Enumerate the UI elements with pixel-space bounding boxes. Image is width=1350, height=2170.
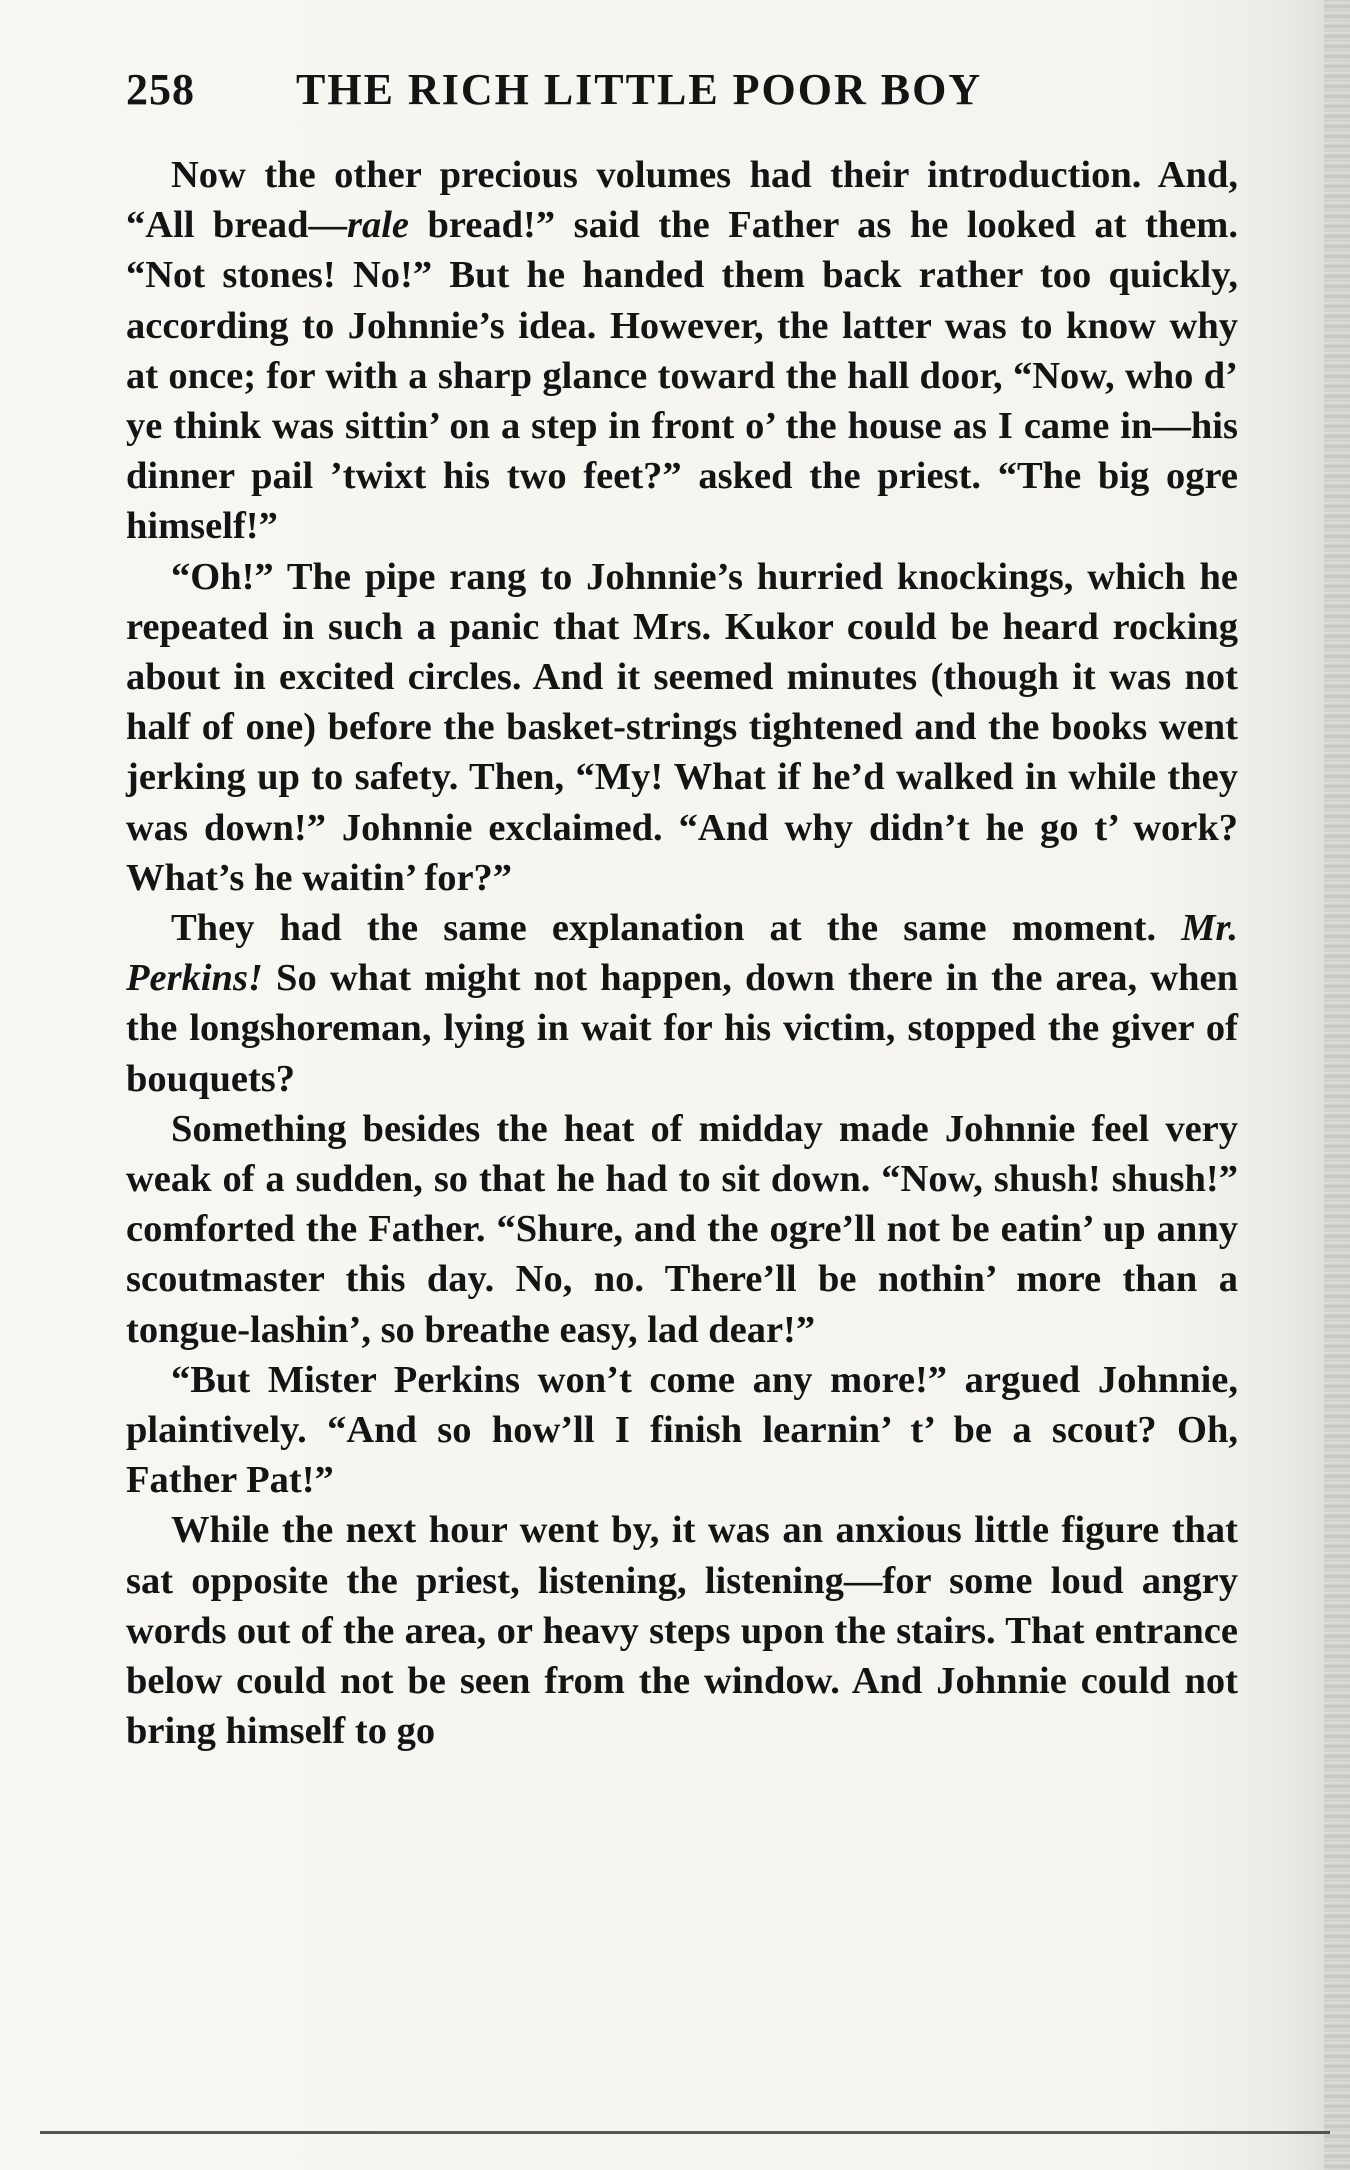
paragraph-text: bread!” said the Father as he looked at them. “Not stones! No!” But he handed them back rather too quickly, according to Johnnie’s idea. However, the latter was to know why at once; for with a sharp glance toward the hall door, “Now, who d’ ye think was sittin’ on a step in front o’ the house as I came in—his dinner pail ’twixt his two feet?” asked the priest. “The big ogre himself!” xyxy=(126,204,1238,548)
paragraph xyxy=(126,1104,1238,1355)
bottom-edge-line xyxy=(40,2131,1330,2134)
paragraph-text: “But Mister Perkins won’t come any more!” argued Johnnie, plaintively. “And so how’ll I finish learnin’ t’ be a scout? Oh, Father Pat!” xyxy=(126,1358,1238,1502)
italic-word: rale xyxy=(346,204,410,247)
paragraph xyxy=(126,552,1238,903)
paragraph-text: Something besides the heat of midday made Johnnie feel very weak of a sudden, so that he had to sit down. “Now, shush! shush!” comforted the Father. “Shure, and the ogre’ll not be eatin’ up anny scoutmaster this day. No, no. There’ll be nothin’ more than a tongue-lashin’, so breathe easy, lad dear!” xyxy=(126,1107,1238,1351)
paragraph-text: “Oh!” The pipe rang to Johnnie’s hurried knockings, which he repeated in such a panic that Mrs. Kukor could be heard rocking about in excited circles. And it seemed minutes (though it was not half of one) before the basket-strings tightened and the books went jerking up to safety. Then, “My! What if he’d walked in while they was down!” Johnnie exclaimed. “And why didn’t he go t’ work? What’s he waitin’ for?” xyxy=(126,555,1238,899)
paragraph-text: They had the same explanation at the same moment. xyxy=(171,907,1182,950)
paragraph xyxy=(126,903,1238,1104)
page-edge-shadow xyxy=(1324,0,1350,2170)
page-number: 258 xyxy=(126,65,195,114)
paragraph-text: So what might not happen, down there in the area, when the longshoreman, lying in wait for his victim, stopped the giver of bouquets? xyxy=(126,957,1238,1100)
paragraph xyxy=(126,1355,1238,1506)
paragraph-text: While the next hour went by, it was an anxious little figure that sat opposite the priest, listening, listening—for some loud angry words out of the area, or heavy steps upon the stairs. That entrance below could not be seen from the window. And Johnnie could not bring himself to go xyxy=(126,1509,1238,1753)
paragraph xyxy=(126,150,1238,552)
page-header xyxy=(126,64,1246,124)
paragraph xyxy=(126,1505,1238,1756)
paragraph-text: Now the other precious volumes had their introduction. And, “All bread— xyxy=(126,154,1238,247)
body-text xyxy=(126,150,1238,1757)
italic-name: Mr. Perkins! xyxy=(126,907,1238,1000)
running-title: THE RICH LITTLE POOR BOY xyxy=(296,65,983,114)
